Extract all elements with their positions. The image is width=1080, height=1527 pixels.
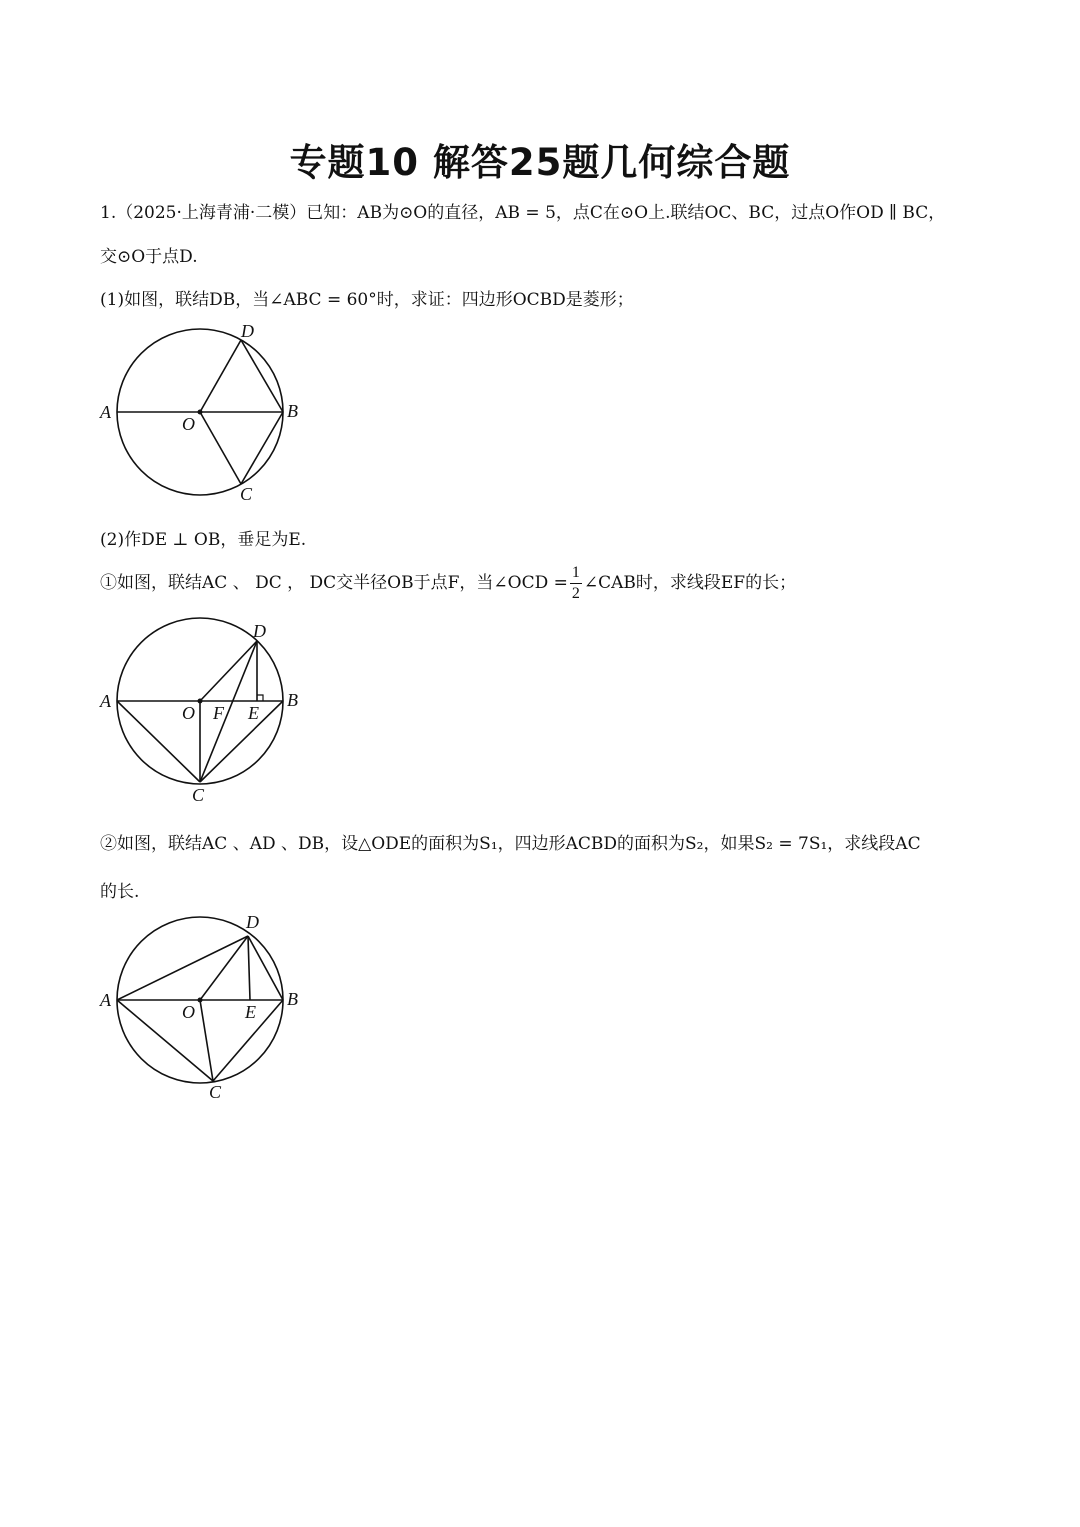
page-title: 专题10 解答25题几何综合题	[289, 141, 791, 184]
fig3-label-c: C	[209, 1082, 222, 1102]
problem-line-2: 交⊙O于点D.	[100, 247, 198, 267]
fig2-label-a: A	[100, 691, 111, 711]
fig1-segment-oc	[200, 412, 241, 484]
problem-line-1	[100, 198, 945, 223]
fig1-segment-od	[200, 340, 241, 412]
part2-question: (2)作DE ⊥ OB，垂足为E.	[100, 530, 307, 550]
figure-1	[95, 318, 315, 508]
problem-statement: AB为⊙O的直径，AB = 5，点C在⊙O上.联结OC、BC，过点O作OD ∥ BC，	[357, 203, 946, 223]
fig2-label-e: E	[248, 703, 259, 723]
fig1-segment-cb	[241, 412, 283, 484]
fig2-label-o: O	[182, 703, 195, 723]
part2-1-text-after: ∠CAB时，求线段EF的长；	[583, 573, 797, 593]
fig1-label-d: D	[241, 321, 254, 341]
fraction-numerator: 1	[570, 565, 582, 584]
fig3-segment-de	[248, 936, 250, 1000]
fig1-segment-db	[241, 340, 283, 412]
part2-2-question-line-1: ②如图，联结AC 、AD 、DB，设△ODE的面积为S₁，四边形ACBD的面积为S₂，如果S₂ = 7S₁，求线段AC	[100, 834, 921, 854]
fig1-label-c: C	[240, 484, 253, 504]
fig1-label-a: A	[100, 402, 111, 422]
figure-3	[95, 908, 315, 1108]
part2-2-question-line-2: 的长.	[100, 882, 140, 902]
fig1-center-dot	[198, 410, 203, 415]
figure-2	[95, 610, 315, 810]
fig3-center-dot	[198, 998, 203, 1003]
fig2-label-d: D	[253, 621, 266, 641]
fig3-segment-oc	[200, 1000, 213, 1081]
fig3-segment-db	[248, 936, 283, 1000]
fig3-segment-ac	[117, 1000, 213, 1081]
fig1-label-b: B	[287, 401, 298, 421]
fig2-center-dot	[198, 699, 203, 704]
fig3-label-a: A	[100, 990, 111, 1010]
fig2-label-c: C	[192, 785, 205, 805]
fig3-segment-od	[200, 936, 248, 1000]
fig2-label-b: B	[287, 690, 298, 710]
part2-1-question	[100, 565, 796, 602]
fig2-right-angle-mark	[257, 695, 263, 701]
fraction-denominator: 2	[571, 585, 580, 602]
fig2-label-f: F	[213, 703, 224, 723]
fig3-label-e: E	[245, 1002, 256, 1022]
part1-question: (1)如图，联结DB，当∠ABC = 60°时，求证：四边形OCBD是菱形；	[100, 290, 634, 310]
fraction-one-half	[570, 565, 582, 602]
fig1-label-o: O	[182, 414, 195, 434]
fig3-label-o: O	[182, 1002, 195, 1022]
part2-1-text-before: ①如图，联结AC 、 DC ， DC交半径OB于点F，当∠OCD =	[100, 573, 568, 593]
fig2-segment-od	[200, 641, 257, 701]
fig3-label-b: B	[287, 989, 298, 1009]
problem-source: 1.（2025·上海青浦·二模）已知：	[100, 203, 358, 223]
fig3-label-d: D	[246, 912, 259, 932]
